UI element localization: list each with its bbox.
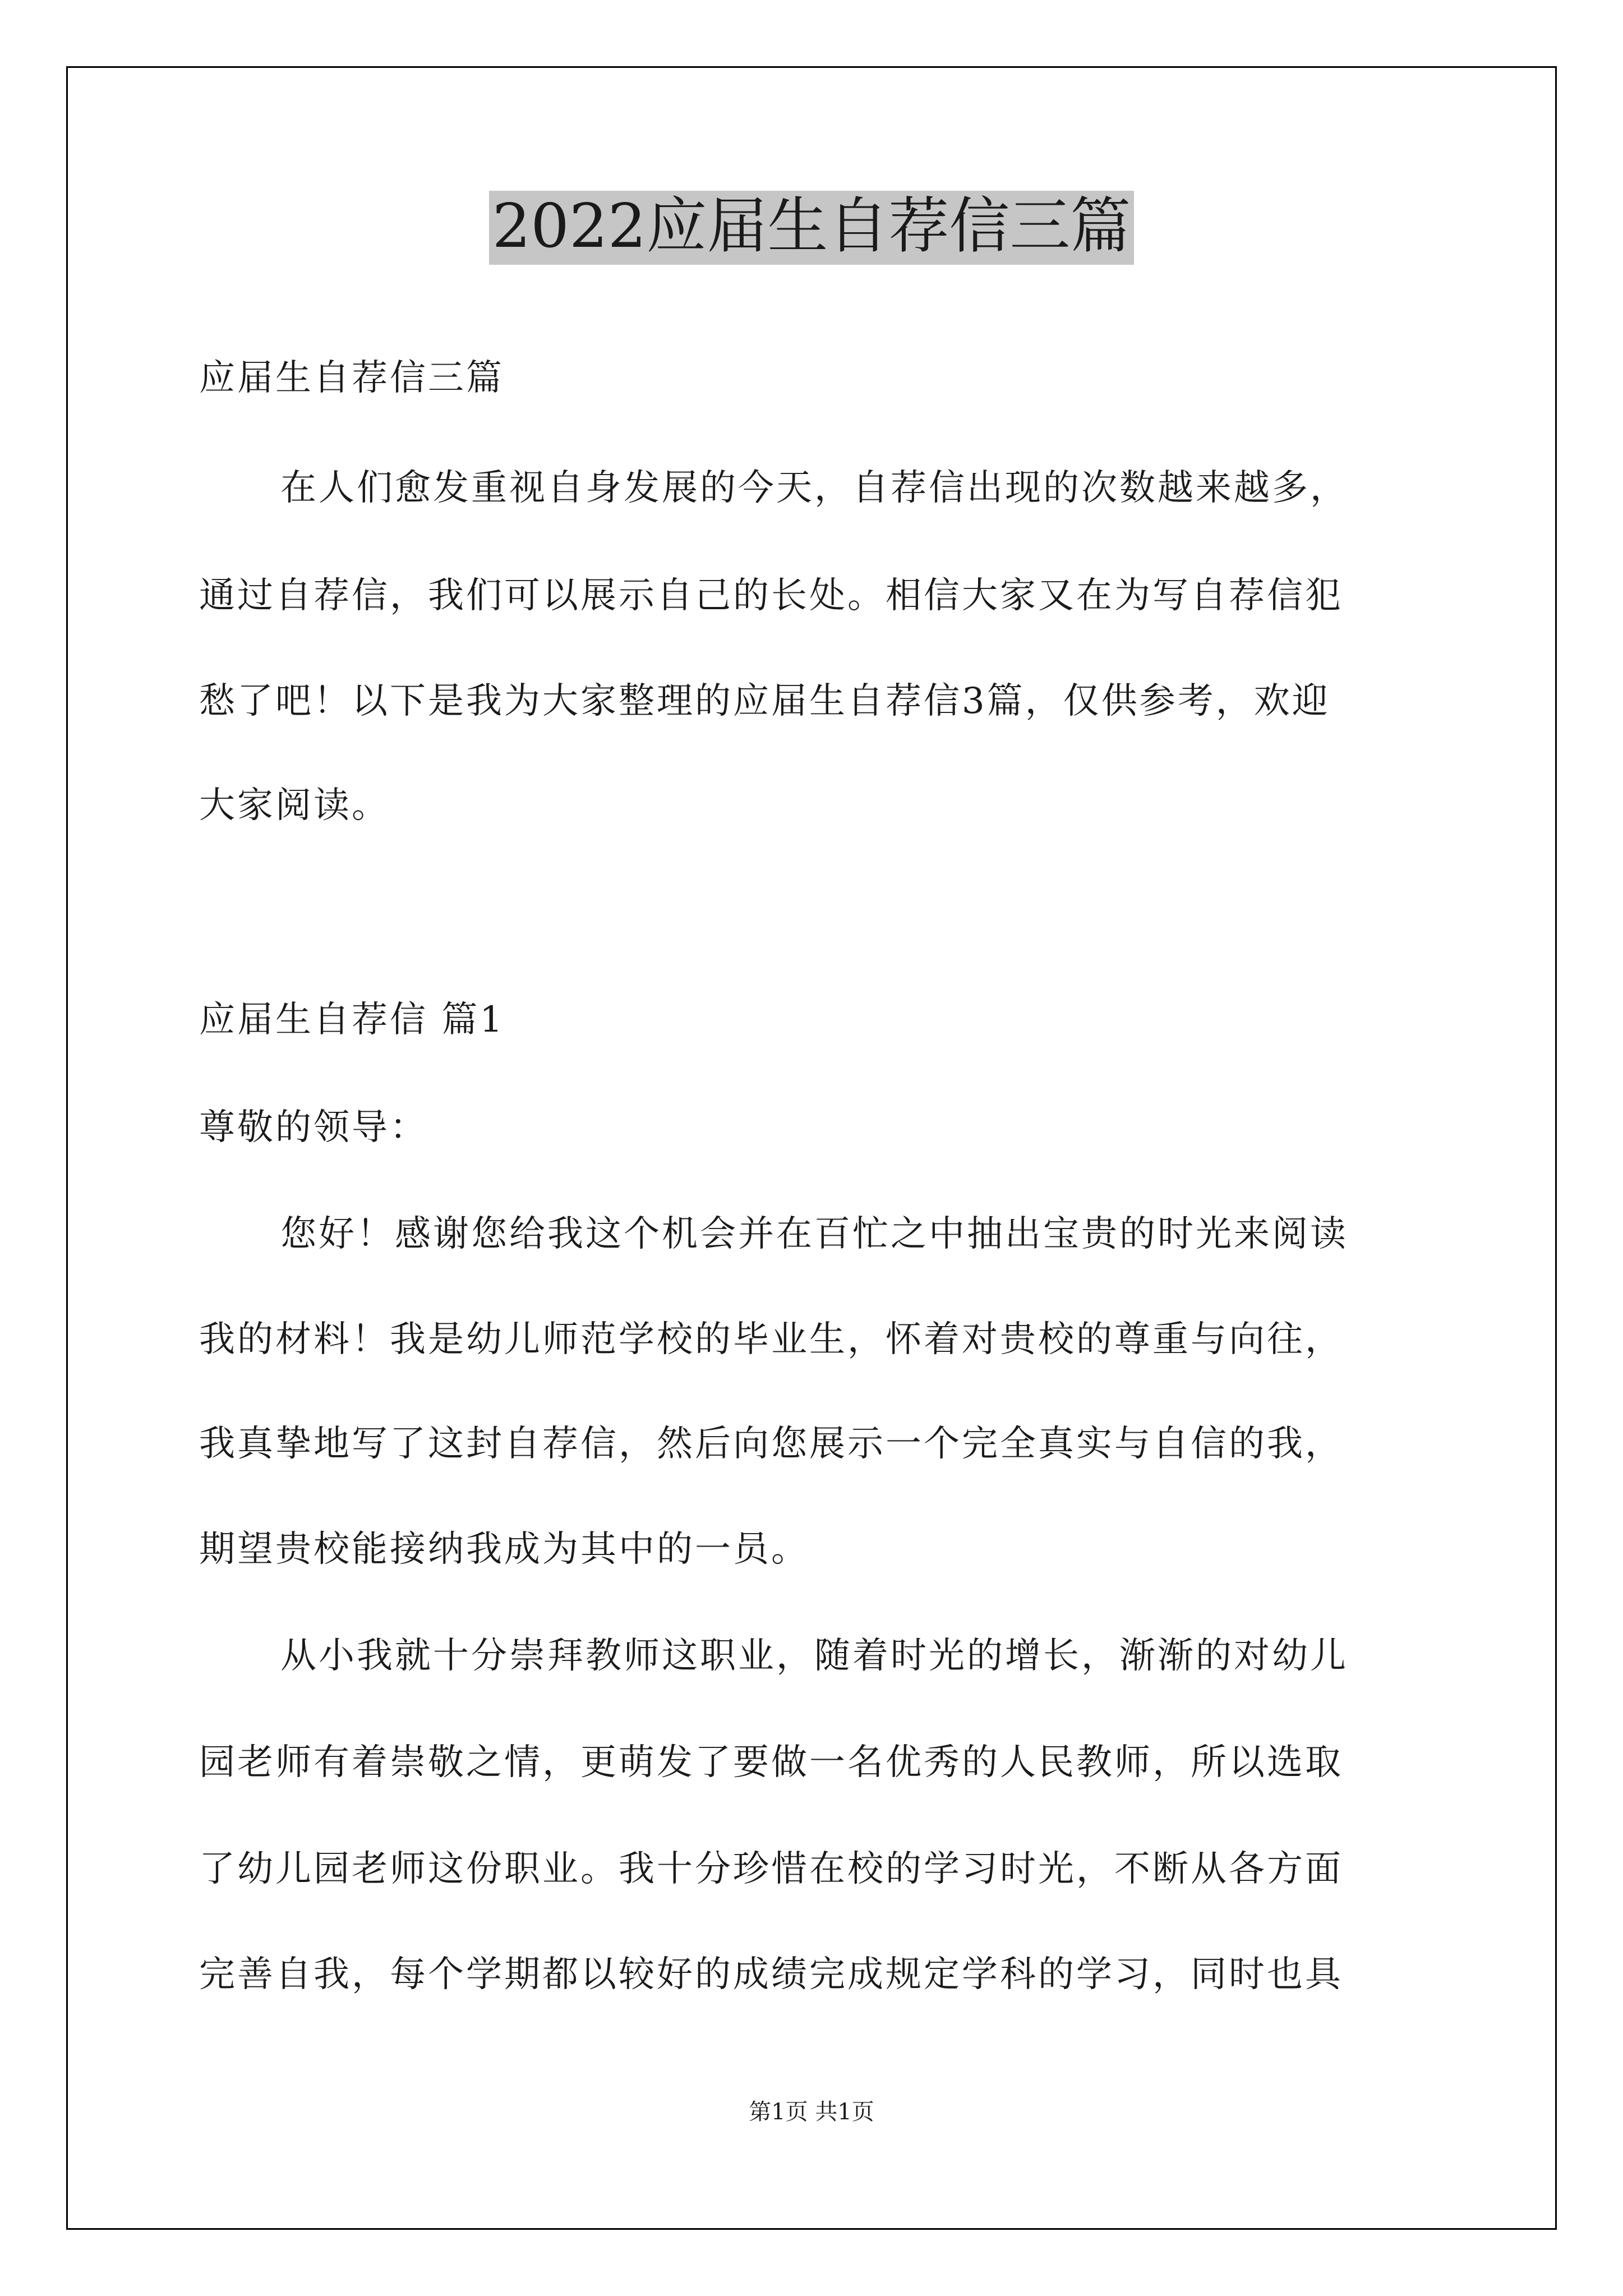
para2-line-4: 完善自我，每个学期都以较好的成绩完成规定学科的学习，同时也具: [199, 1954, 1343, 1995]
para2-line-1: 从小我就十分崇拜教师这职业，随着时光的增长，渐渐的对幼儿: [280, 1635, 1348, 1677]
page-footer: 第1页 共1页: [749, 2099, 874, 2125]
section-heading-1: 应届生自荐信 篇1: [199, 999, 505, 1041]
intro-line-2: 通过自荐信，我们可以展示自己的长处。相信大家又在为写自荐信犯: [199, 575, 1343, 616]
para1-line-3: 我真挚地写了这封自荐信，然后向您展示一个完全真实与自信的我，: [199, 1423, 1343, 1465]
document-title-text: 2022应届生自荐信三篇: [489, 191, 1135, 265]
para1-line-2: 我的材料！我是幼儿师范学校的毕业生，怀着对贵校的尊重与向往，: [199, 1319, 1343, 1360]
subtitle: 应届生自荐信三篇: [199, 357, 504, 399]
para2-line-3: 了幼儿园老师这份职业。我十分珍惜在校的学习时光，不断从各方面: [199, 1848, 1343, 1890]
para1-line-4: 期望贵校能接纳我成为其中的一员。: [199, 1529, 809, 1570]
document-title: [0, 191, 1623, 265]
intro-line-4: 大家阅读。: [199, 785, 390, 826]
salutation: 尊敬的领导：: [199, 1107, 428, 1148]
intro-line-3: 愁了吧！以下是我为大家整理的应届生自荐信3篇，仅供参考，欢迎: [199, 680, 1330, 722]
para1-line-1: 您好！感谢您给我这个机会并在百忙之中抽出宝贵的时光来阅读: [280, 1213, 1348, 1255]
intro-line-1: 在人们愈发重视自身发展的今天，自荐信出现的次数越来越多，: [280, 467, 1348, 509]
para2-line-2: 园老师有着崇敬之情，更萌发了要做一名优秀的人民教师，所以选取: [199, 1742, 1343, 1783]
